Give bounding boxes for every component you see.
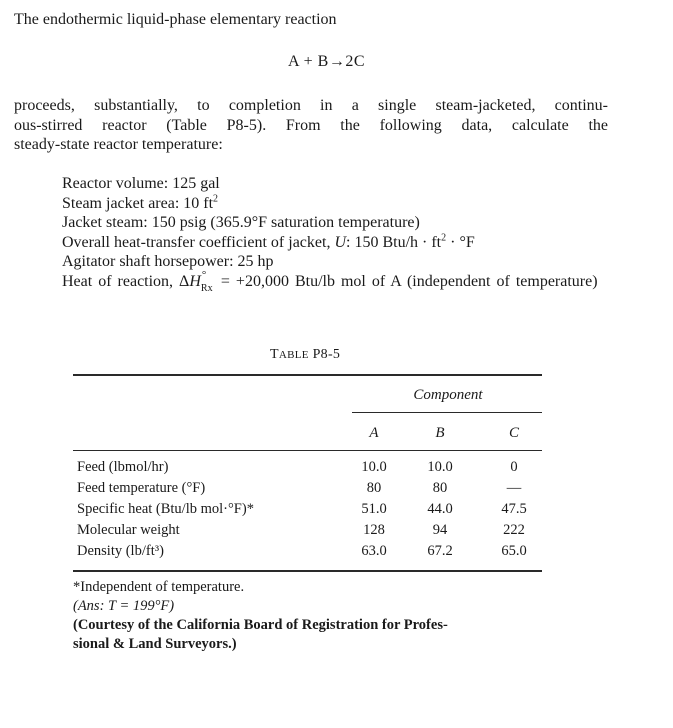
cell-c: 0 xyxy=(510,459,518,475)
table-caption: TABLE P8-5 xyxy=(270,347,341,362)
cell-a: 10.0 xyxy=(361,459,387,475)
cell-a: 51.0 xyxy=(361,501,387,517)
column-head-b: B xyxy=(435,425,445,441)
cell-a: 80 xyxy=(366,480,382,496)
row-label: Feed temperature (°F) xyxy=(77,480,206,496)
courtesy-note-line-1: (Courtesy of the California Board of Registration for Profes- xyxy=(73,617,448,633)
table-top-rule xyxy=(73,374,542,376)
row-label: Specific heat (Btu/lb mol·°F)* xyxy=(77,501,254,517)
jacket-steam: Jacket steam: 150 psig (365.9°F saturation temperature) xyxy=(62,214,420,231)
paragraph-line: ous-stirred reactor (Table P8-5). From the following data, calculate the xyxy=(14,116,608,134)
reaction-equation-text: A + B→2C xyxy=(287,53,366,70)
column-head-a: A xyxy=(369,425,379,441)
paragraph-line: proceeds, substantially, to completion in a single steam-jacketed, continu- xyxy=(14,97,608,114)
agitator-horsepower: Agitator shaft horsepower: 25 hp xyxy=(62,253,274,270)
reactor-volume: Reactor volume: 125 gal xyxy=(62,175,220,192)
problem-paragraph xyxy=(14,96,608,155)
cell-b: 44.0 xyxy=(427,501,453,517)
row-label: Molecular weight xyxy=(77,522,180,538)
cell-c: 47.5 xyxy=(501,501,527,517)
cell-c: — xyxy=(506,480,522,496)
component-rule xyxy=(352,412,542,413)
paragraph-line: steady-state reactor temperature: xyxy=(14,136,223,153)
row-label: Density (lb/ft³) xyxy=(77,543,164,559)
cell-b: 10.0 xyxy=(427,459,453,475)
component-header: Component xyxy=(413,387,483,403)
answer-note: (Ans: T = 199°F) xyxy=(73,598,175,614)
cell-b: 80 xyxy=(432,480,448,496)
courtesy-note-line-2: sional & Land Surveyors.) xyxy=(73,636,237,652)
header-bottom-rule xyxy=(73,450,542,451)
footnote-independent: *Independent of temperature. xyxy=(73,579,245,595)
reaction-equation xyxy=(0,52,673,72)
cell-c: 222 xyxy=(503,522,525,538)
column-head-c: C xyxy=(508,425,519,441)
cell-b: 94 xyxy=(432,522,448,538)
cell-b: 67.2 xyxy=(427,543,453,559)
cell-c: 65.0 xyxy=(501,543,527,559)
cell-a: 128 xyxy=(363,522,385,538)
heat-of-reaction: Heat of reaction, ΔH ° Rx = +20,000 Btu/lb mol of A (independent of temperature) xyxy=(62,268,598,294)
footnotes xyxy=(73,578,448,654)
steam-jacket-area: Steam jacket area: 10 $ft^2$ xyxy=(62,193,219,212)
given-data-list xyxy=(62,174,610,294)
table-bottom-rule xyxy=(73,570,542,572)
cell-a: 63.0 xyxy=(361,543,387,559)
row-label: Feed (lbmol/hr) xyxy=(77,459,169,475)
intro-text: The endothermic liquid-phase elementary reaction xyxy=(14,11,337,28)
heat-transfer-coefficient: Overall heat-transfer coefficient of jacket, U: 150 $Btu/h \cdot ft^2 \cdot ^\circ F$ xyxy=(62,232,475,251)
